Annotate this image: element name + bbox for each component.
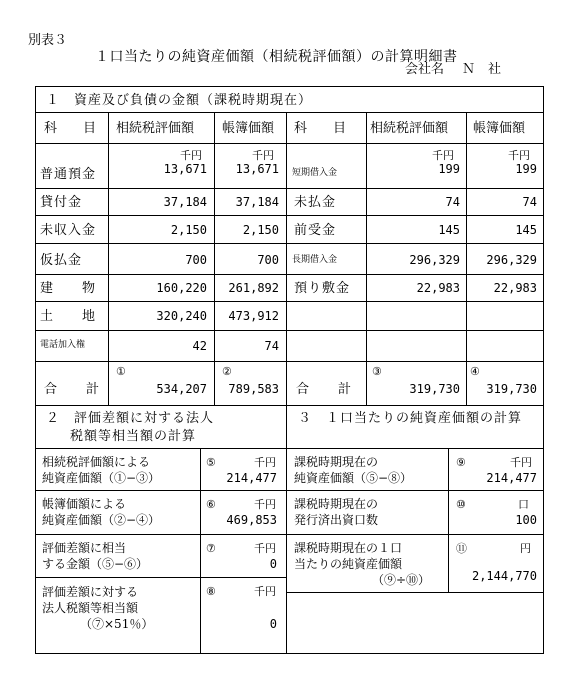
liability-eval: 296,329 [409, 253, 460, 267]
circle-number-11: ⑪ [456, 542, 467, 555]
s2-row-label: 純資産価額（①−③） [42, 471, 161, 485]
s3-row-label: 当たりの純資産価額 [294, 557, 403, 571]
header-item-assets: 科 目 [44, 121, 97, 136]
asset-book: 700 [257, 253, 279, 267]
s3-row-label: （⑨÷⑩） [372, 573, 431, 587]
header-book-assets: 帳簿価額 [222, 121, 275, 136]
s3-row-value: 214,477 [486, 471, 537, 485]
circle-number-8: ⑧ [206, 585, 216, 598]
liability-book: 296,329 [486, 253, 537, 267]
s2-row-label: 純資産価額（②−④） [42, 513, 161, 527]
s2-row-label: 評価差額に対する [42, 585, 139, 599]
unit-label: 千円 [254, 585, 276, 598]
liability-eval: 145 [438, 223, 460, 237]
section2-title: ２ 評価差額に対する法人 [46, 411, 215, 426]
asset-name: 貸付金 [40, 195, 83, 210]
s2-row-value: 0 [269, 557, 277, 571]
s3-row-value: 2,144,770 [471, 569, 537, 583]
header-item-liabilities: 科 目 [294, 121, 347, 136]
liability-book: 199 [515, 162, 537, 176]
asset-book: 2,150 [242, 223, 279, 237]
circle-number-9: ⑨ [456, 456, 466, 469]
total-book-liabilities: 319,730 [486, 382, 537, 396]
unit-label: 円 [520, 542, 531, 555]
unit-label: 千円 [252, 149, 274, 162]
liability-name: 短期借入金 [292, 168, 338, 178]
liability-book: 145 [515, 223, 537, 237]
company-label: 会社名 [405, 62, 445, 77]
asset-eval: 42 [192, 339, 207, 353]
circle-number-10: ⑩ [456, 498, 466, 511]
asset-eval: 320,240 [156, 309, 207, 323]
liability-book: 22,983 [493, 281, 537, 295]
s2-row-label: する金額（⑤−⑥） [42, 557, 149, 571]
s2-row-label: 評価差額に相当 [42, 541, 127, 555]
asset-name: 土 地 [40, 309, 97, 324]
section1-title: １ 資産及び負債の金額（課税時期現在） [46, 93, 313, 108]
s3-row-label: 課税時期現在の [294, 497, 379, 511]
s3-row-label: 純資産価額（⑤−⑧） [294, 471, 413, 485]
s2-row-label: 相続税評価額による [42, 455, 151, 469]
total-book-assets: 789,583 [228, 382, 279, 396]
asset-name: 建 物 [40, 281, 97, 296]
s3-row-label: 課税時期現在の [294, 455, 379, 469]
s2-row-label: 法人税額等相当額 [42, 601, 139, 615]
unit-label: 千円 [254, 456, 276, 469]
unit-label: 千円 [254, 498, 276, 511]
circle-number-2: ② [222, 365, 232, 378]
unit-label: 千円 [510, 456, 532, 469]
total-eval-liabilities: 319,730 [409, 382, 460, 396]
document-title: １口当たりの純資産価額（相続税評価額）の計算明細書 [95, 49, 458, 65]
circle-number-3: ③ [372, 365, 382, 378]
s2-row-label: 帳簿価額による [42, 497, 127, 511]
s3-row-value: 100 [515, 513, 537, 527]
asset-book: 37,184 [235, 195, 279, 209]
s3-row-label: 発行済出資口数 [294, 513, 379, 527]
asset-eval: 13,671 [163, 162, 207, 176]
asset-book: 74 [264, 339, 279, 353]
header-book-liabilities: 帳簿価額 [473, 121, 526, 136]
company-name: Ｎ 社 [462, 62, 502, 77]
asset-eval: 2,150 [170, 223, 207, 237]
s2-row-label: （⑦×51％） [80, 617, 154, 631]
section3-title: ３ １口当たりの純資産価額の計算 [298, 411, 523, 426]
circle-number-6: ⑥ [206, 498, 216, 511]
liability-book: 74 [522, 195, 537, 209]
header-eval-assets: 相続税評価額 [116, 121, 195, 136]
header-eval-liabilities: 相続税評価額 [370, 121, 449, 136]
s3-row-label: 課税時期現在の１口 [294, 541, 403, 555]
unit-label: 千円 [254, 542, 276, 555]
s2-row-value: 214,477 [226, 471, 277, 485]
circle-number-7: ⑦ [206, 542, 216, 555]
total-label-liabilities: 合 計 [296, 382, 353, 397]
unit-label: 口 [518, 498, 529, 511]
asset-name: 電話加入権 [40, 340, 86, 350]
circle-number-1: ① [116, 365, 126, 378]
liability-name: 前受金 [294, 223, 337, 238]
asset-book: 473,912 [228, 309, 279, 323]
unit-label: 千円 [180, 149, 202, 162]
circle-number-5: ⑤ [206, 456, 216, 469]
asset-name: 普通預金 [40, 167, 97, 182]
total-label-assets: 合 計 [44, 382, 101, 397]
asset-eval: 700 [185, 253, 207, 267]
liability-name: 預り敷金 [294, 281, 351, 296]
s2-row-value: 469,853 [226, 513, 277, 527]
liability-name: 未払金 [294, 195, 337, 210]
circle-number-4: ④ [470, 365, 480, 378]
liability-eval: 74 [445, 195, 460, 209]
asset-eval: 37,184 [163, 195, 207, 209]
liability-eval: 22,983 [416, 281, 460, 295]
asset-eval: 160,220 [156, 281, 207, 295]
section2-title-line2: 税額等相当額の計算 [70, 429, 197, 444]
unit-label: 千円 [432, 149, 454, 162]
attachment-label: 別表３ [28, 33, 68, 48]
liability-name: 長期借入金 [292, 255, 338, 265]
total-eval-assets: 534,207 [156, 382, 207, 396]
asset-book: 13,671 [235, 162, 279, 176]
asset-name: 仮払金 [40, 253, 83, 268]
unit-label: 千円 [508, 149, 530, 162]
s2-row-value: 0 [269, 617, 277, 631]
asset-name: 未収入金 [40, 223, 97, 238]
asset-book: 261,892 [228, 281, 279, 295]
liability-eval: 199 [438, 162, 460, 176]
